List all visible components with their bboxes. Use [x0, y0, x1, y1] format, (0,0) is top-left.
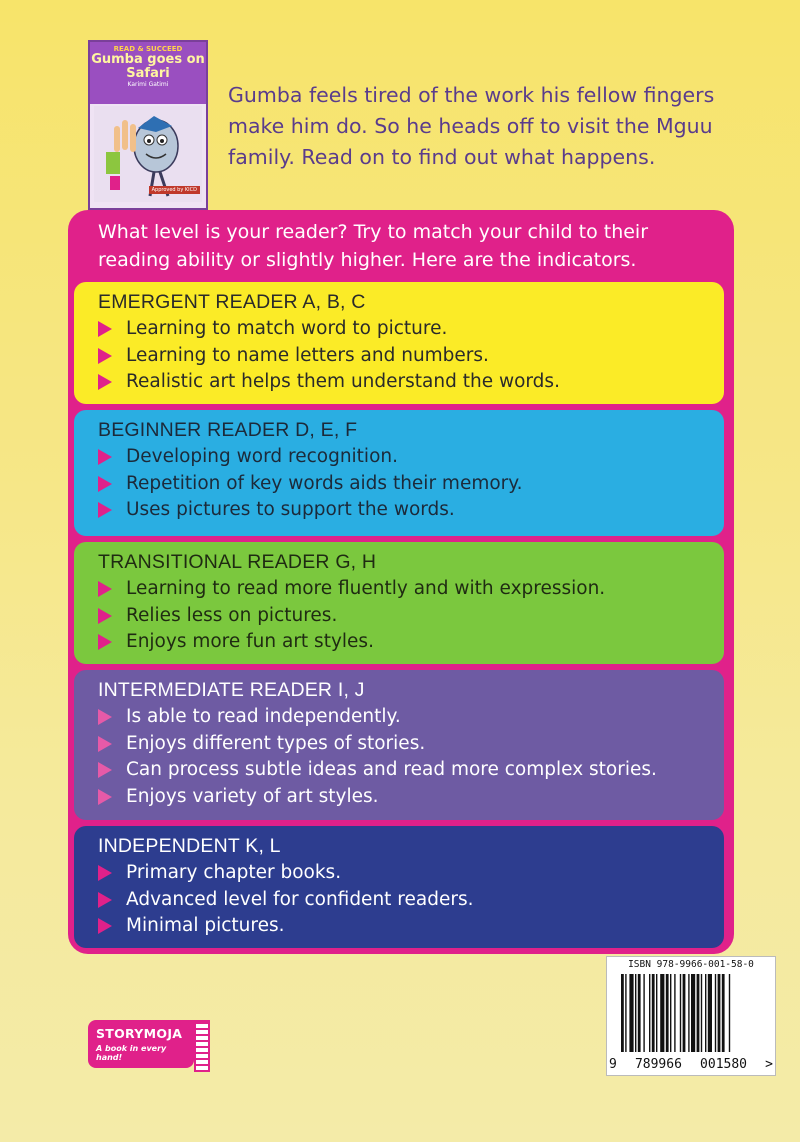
list-item: Learning to name letters and numbers. [98, 343, 700, 370]
bullet-triangle-icon [98, 918, 112, 934]
list-item: Can process subtle ideas and read more complex stories. [98, 757, 700, 784]
list-item: Minimal pictures. [98, 913, 700, 940]
list-item: Learning to read more fluently and with expression. [98, 576, 700, 603]
list-item: Relies less on pictures. [98, 603, 700, 630]
isbn-barcode [606, 956, 776, 1076]
thumbnail-header [90, 42, 206, 104]
isbn-label: ISBN 978-9966-001-58-0 [628, 959, 754, 970]
list-item: Realistic art helps them understand the words. [98, 369, 700, 396]
bullet-triangle-icon [98, 709, 112, 725]
bullet-triangle-icon [98, 789, 112, 805]
book-blurb: Gumba feels tired of the work his fellow fingers make him do. So he heads off to visit the Mguu family. Read on to find out what happens. [228, 83, 715, 169]
approval-badge: Approved by KICD [149, 186, 200, 194]
logo-name: STORYMOJA [96, 1026, 183, 1041]
list-item: Uses pictures to support the words. [98, 497, 700, 524]
levels-intro: What level is your reader? Try to match your child to their reading ability or slightly higher. Here are the indicators. [98, 221, 649, 271]
list-item: Primary chapter books. [98, 860, 700, 887]
reading-levels-panel [68, 210, 734, 954]
bullet-triangle-icon [98, 892, 112, 908]
bullet-triangle-icon [98, 608, 112, 624]
list-item: Enjoys variety of art styles. [98, 784, 700, 811]
list-item: Enjoys different types of stories. [98, 731, 700, 758]
list-item: Is able to read independently. [98, 704, 700, 731]
level-title: EMERGENT READER A, B, C [98, 291, 366, 313]
list-item: Learning to match word to picture. [98, 316, 700, 343]
list-item: Enjoys more fun art styles. [98, 629, 700, 656]
level-intermediate [74, 670, 724, 820]
list-item: Developing word recognition. [98, 444, 700, 471]
level-transitional [74, 542, 724, 664]
bullet-triangle-icon [98, 736, 112, 752]
bullet-triangle-icon [98, 581, 112, 597]
publisher-logo [88, 1020, 220, 1076]
thumbnail-title: Gumba goes on Safari [91, 52, 205, 81]
bullet-triangle-icon [98, 476, 112, 492]
level-beginner [74, 410, 724, 536]
level-title: TRANSITIONAL READER G, H [98, 551, 377, 573]
bullet-triangle-icon [98, 321, 112, 337]
bullet-triangle-icon [98, 865, 112, 881]
level-title: INTERMEDIATE READER I, J [98, 679, 365, 701]
barcode-bars [621, 974, 767, 1052]
book-cover-thumbnail [88, 40, 208, 210]
bullet-triangle-icon [98, 449, 112, 465]
bullet-triangle-icon [98, 502, 112, 518]
list-item: Repetition of key words aids their memory. [98, 471, 700, 498]
bullet-triangle-icon [98, 374, 112, 390]
book-icon [194, 1020, 210, 1072]
thumbnail-series: READ & SUCCEED [113, 45, 183, 53]
level-independent [74, 826, 724, 948]
bullet-triangle-icon [98, 348, 112, 364]
level-emergent [74, 282, 724, 404]
bullet-triangle-icon [98, 762, 112, 778]
level-title: INDEPENDENT K, L [98, 835, 281, 857]
level-title: BEGINNER READER D, E, F [98, 419, 358, 441]
list-item: Advanced level for confident readers. [98, 887, 700, 914]
barcode-digits: 9 789966 001580 > [609, 1057, 773, 1072]
bullet-triangle-icon [98, 634, 112, 650]
logo-tagline: A book in every hand! [96, 1044, 167, 1062]
thumbnail-author: Karimi Gatimi [127, 81, 169, 88]
